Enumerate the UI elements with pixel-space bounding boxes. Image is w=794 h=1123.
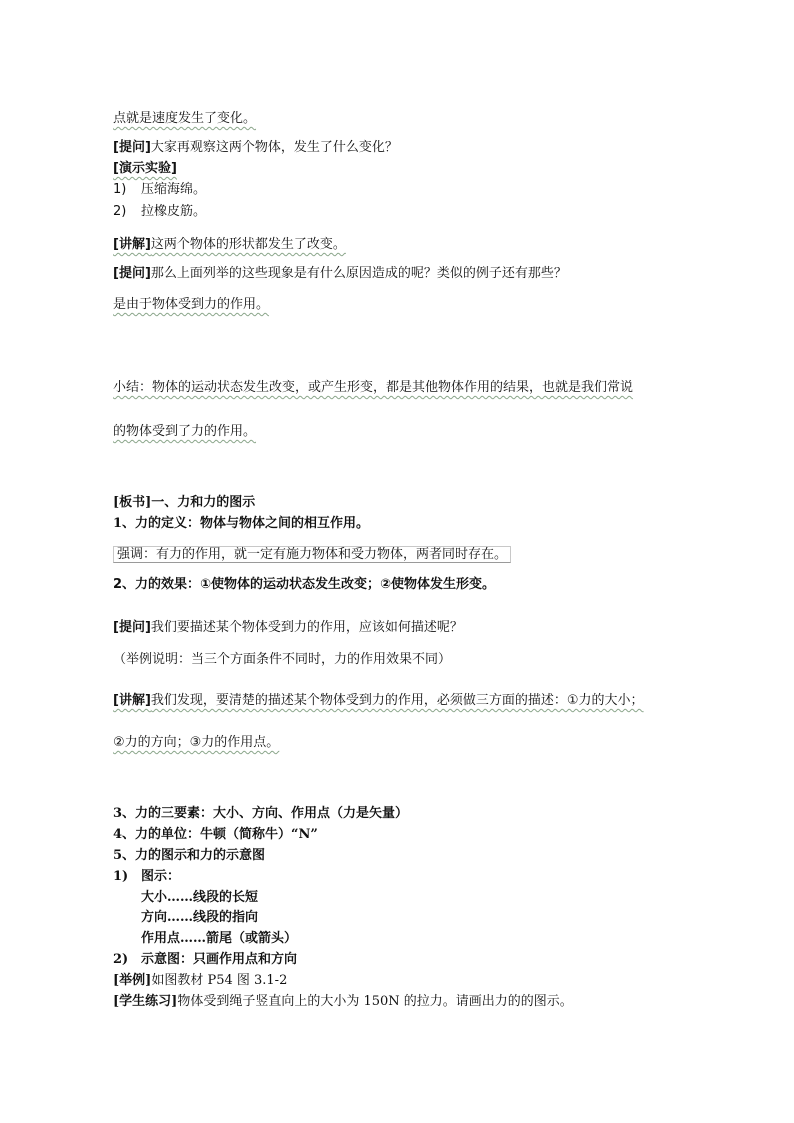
diagram-direction: 方向……线段的指向 <box>141 910 259 925</box>
summary-line-1: 小结：物体的运动状态发生改变，或产生形变，都是其他物体作用的结果，也就是我们常说 <box>113 380 634 395</box>
force-diagram-heading: 5、力的图示和力的示意图 <box>113 848 266 863</box>
three-elements: 3、力的三要素：大小、方向、作用点（力是矢量） <box>113 806 409 821</box>
list-item-diagram: 1) 图示： <box>113 869 181 884</box>
line-explain-shape: [讲解]这两个物体的形状都发生了改变。 <box>113 237 346 252</box>
line-direction-point: ②力的方向；③力的作用点。 <box>113 735 280 750</box>
board-heading: [板书]一、力和力的图示 <box>113 495 256 510</box>
emphasis-note: 强调：有力的作用，就一定有施力物体和受力物体，两者同时存在。 <box>113 547 511 563</box>
line-question-cause: [提问]那么上面列举的这些现象是有什么原因造成的呢？类似的例子还有那些？ <box>113 266 567 281</box>
tag-explain: [讲解] <box>113 237 151 252</box>
diagram-size: 大小……线段的长短 <box>141 890 259 905</box>
diagram-point: 作用点……箭尾（或箭头） <box>141 931 298 946</box>
line-speed-change: 点就是速度发生了变化。 <box>113 111 257 126</box>
list-item-sketch: 2) 示意图：只画作用点和方向 <box>113 952 298 967</box>
tag-question: [提问] <box>113 620 151 635</box>
tag-practice: [学生练习] <box>113 994 178 1009</box>
tag-example: [举例] <box>113 973 152 988</box>
line-question-describe: [提问]我们要描述某个物体受到力的作用，应该如何描述呢？ <box>113 620 463 635</box>
tag-question: [提问] <box>113 140 151 155</box>
line-explain-three-aspects: [讲解]我们发现，要清楚的描述某个物体受到力的作用，必须做三方面的描述：①力的大小； <box>113 693 644 708</box>
force-effects: 2、力的效果：①使物体的运动状态发生改变；②使物体发生形变。 <box>113 577 496 592</box>
tag-explain: [讲解] <box>113 693 151 708</box>
line-question-observe: [提问]大家再观察这两个物体，发生了什么变化？ <box>113 140 398 155</box>
line-force-answer: 是由于物体受到力的作用。 <box>113 297 270 312</box>
list-item-rubber-band: 2) 拉橡皮筋。 <box>113 204 207 219</box>
line-example: [举例]如图教材 P54 图 3.1-2 <box>113 973 288 988</box>
list-item-sponge: 1) 压缩海绵。 <box>113 182 207 197</box>
summary-line-2: 的物体受到了力的作用。 <box>113 424 257 439</box>
line-student-practice: [学生练习]物体受到绳子竖直向上的大小为 150N 的拉力。请画出力的的图示。 <box>113 994 573 1009</box>
force-unit: 4、力的单位：牛顿（简称牛）“N” <box>113 827 318 842</box>
example-note: （举例说明：当三个方面条件不同时，力的作用效果不同） <box>113 652 452 667</box>
force-definition: 1、力的定义：物体与物体之间的相互作用。 <box>113 516 370 531</box>
tag-question: [提问] <box>113 266 151 281</box>
line-demo-experiment: [演示实验] <box>113 161 177 176</box>
